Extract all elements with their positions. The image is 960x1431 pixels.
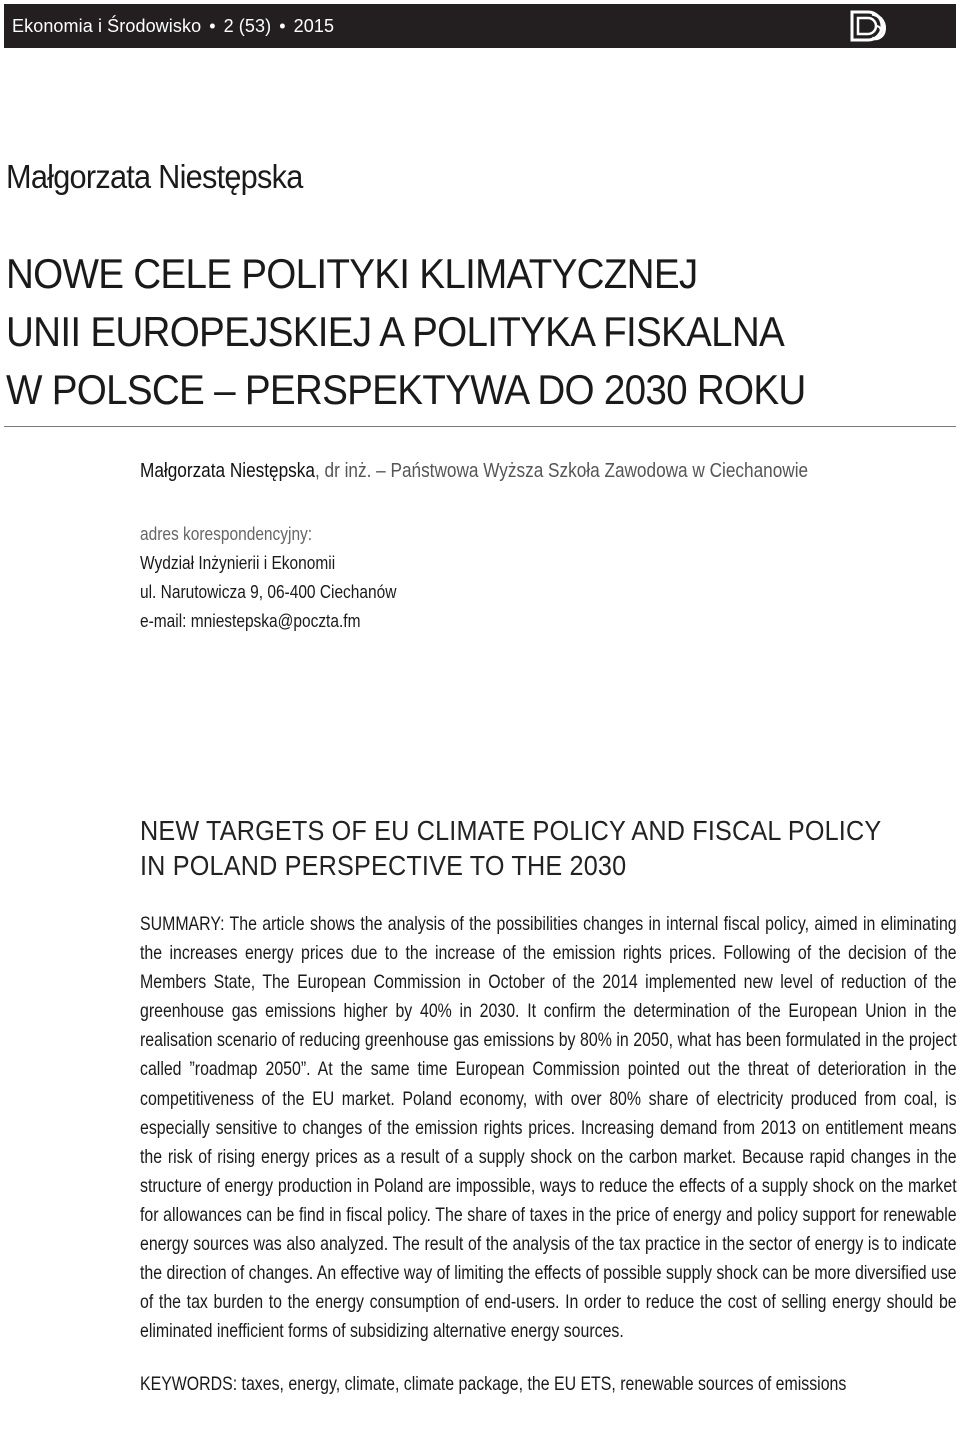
journal-year: 2015: [293, 16, 335, 36]
title-line: W POLSCE – PERSPEKTYWA DO 2030 ROKU: [6, 366, 806, 413]
author-heading: Małgorzata Niestępska: [6, 158, 303, 195]
address-email: e-mail: mniestepska@poczta.fm: [140, 611, 361, 631]
article-title-pl: [6, 245, 806, 419]
address-street: ul. Narutowicza 9, 06-400 Ciechanów: [140, 582, 397, 602]
keywords: [140, 1373, 846, 1396]
summary-label: SUMMARY:: [140, 913, 225, 935]
journal-name: Ekonomia i Środowisko: [12, 16, 202, 36]
keywords-label: KEYWORDS:: [140, 1373, 238, 1395]
separator: •: [279, 16, 286, 36]
author-affiliation: [140, 460, 808, 483]
address-faculty: Wydział Inżynierii i Ekonomii: [140, 553, 336, 573]
journal-citation: [12, 16, 334, 37]
address-label: adres korespondencyjny:: [140, 524, 313, 544]
summary-text: The article shows the analysis of the possibilities changes in internal fiscal policy, aimed in eliminating the increases energy prices due to the increase of the emission rights prices. Following of the decision of the Members State, The European Commission in October of the 2014 implemented new level of reduction of the greenhouse gas emissions higher by 40% in 2030. It confirm the determination of the European Union in the realisation scenario of reducing greenhouse gas emissions by 80% in 2050, what has been formulated in the project called ”roadmap 2050”. At the same time European Commission pointed out the threat of deterioration in the competitiveness of the EU market. Poland economy, with over 80% share of electricity produced from coal, is especially sensitive to changes of the emission rights prices. Increasing demand from 2013 on entitlement means the risk of rising energy prices as a result of a supply shock on the carbon market. Because rapid changes in the structure of energy production in Poland are impossible, ways to reduce the effects of a supply shock on the market for allowances can be find in fiscal policy. The share of taxes in the price of energy and policy support for renewable energy sources was also analyzed. The result of the analysis of the tax practice in the sector of energy is to indicate the direction of changes. An effective way of limiting the effects of possible supply shock can be more diversified use of the tax burden to the energy consumption of end-users. In order to reduce the cost of selling energy should be eliminated inefficient forms of subsidizing alternative energy sources.: [140, 913, 957, 1343]
separator: •: [209, 16, 216, 36]
title-line: NEW TARGETS OF EU CLIMATE POLICY AND FISCAL POLICY: [140, 815, 882, 846]
title-line: NOWE CELE POLITYKI KLIMATYCZNEJ: [6, 250, 698, 297]
journal-issue: 2 (53): [223, 16, 272, 36]
author-degree: , dr inż.: [314, 460, 372, 482]
divider: [4, 426, 956, 427]
title-line: IN POLAND PERSPECTIVE TO THE 2030: [140, 850, 627, 881]
author-institution: – Państwowa Wyższa Szkoła Zawodowa w Ciechanowie: [371, 460, 809, 482]
correspondence-address: [140, 520, 396, 636]
keywords-text: taxes, energy, climate, climate package, the EU ETS, renewable sources of emissions: [237, 1373, 847, 1395]
article-title-en: [140, 813, 881, 883]
author-name: Małgorzata Niestępska: [140, 460, 315, 482]
title-line: UNII EUROPEJSKIEJ A POLITYKA FISKALNA: [6, 308, 785, 355]
journal-logo-icon: [846, 6, 890, 46]
journal-header: [4, 4, 956, 48]
abstract: [140, 910, 957, 1346]
